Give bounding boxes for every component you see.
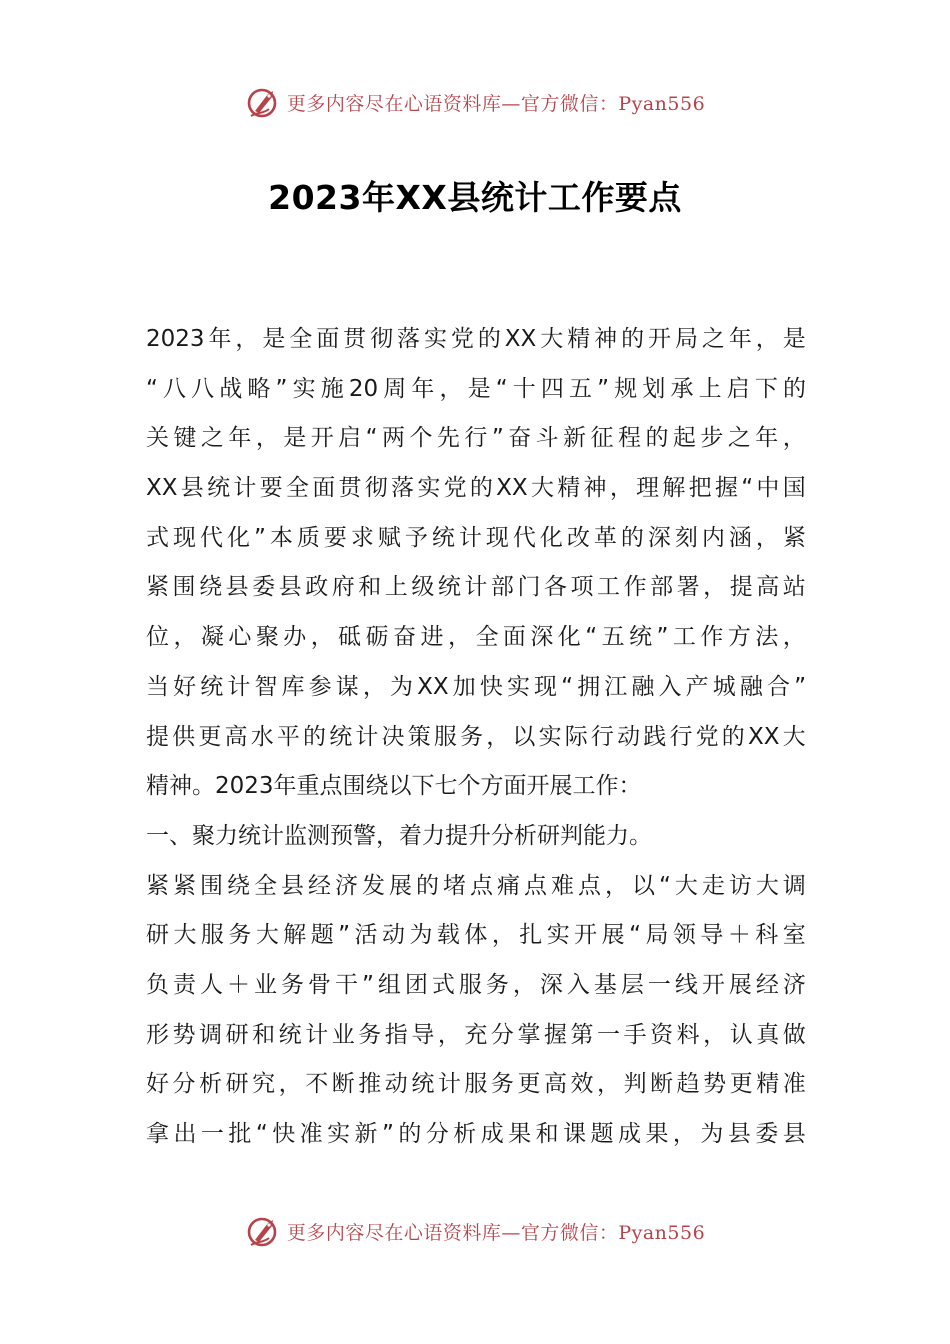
banner-text: 更多内容尽在心语资料库—官方微信：Pyan556 xyxy=(286,92,706,115)
body-line: XX 县 统 计 要 全 面 贯 彻 落 实 党 的 XX 大 精 神 ， 理 解 把 握 “ 中 国 xyxy=(146,475,806,502)
pen-nib-logo-icon xyxy=(245,1211,285,1251)
body-line: 位 ， 凝 心 聚 办 ， 砥 砺 奋 进 ， 全 面 深 化 “ 五 统 ” 工 作 方 法 ， xyxy=(146,624,806,651)
body-line: 负 责 人 ＋ 业 务 骨 干 ” 组 团 式 服 务 ， 深 入 基 层 一 线 开 展 经 济 xyxy=(146,971,806,998)
page-title: 2023年XX县统计工作要点 xyxy=(268,178,682,217)
header-banner[interactable] xyxy=(0,82,950,122)
body-line: 拿 出 一 批 “ 快 准 实 新 ” 的 分 析 成 果 和 课 题 成 果 ， 为 县 委 县 xyxy=(146,1121,806,1147)
body-line: 研 大 服 务 大 解 题 ” 活 动 为 载 体 ， 扎 实 开 展 “ 局 领 导 ＋ 科 室 xyxy=(146,922,806,949)
body-line: 精神。2023年重点围绕以下七个方面开展工作： xyxy=(146,773,642,800)
body-line: 提 供 更 高 水 平 的 统 计 决 策 服 务 ， 以 实 际 行 动 践 行 党 的 XX 大 xyxy=(146,723,806,750)
body-line: 紧 紧 围 绕 全 县 经 济 发 展 的 堵 点 痛 点 难 点 ， 以 “ 大 走 访 大 调 xyxy=(146,872,806,899)
body-text xyxy=(146,315,806,1160)
body-line: 一、聚力统计监测预警，着力提升分析研判能力。 xyxy=(146,822,652,849)
body-line: 式 现 代 化 ” 本 质 要 求 赋 予 统 计 现 代 化 改 革 的 深 刻 内 涵 ， 紧 xyxy=(146,524,806,551)
body-line: 关 键 之 年 ， 是 开 启 “ 两 个 先 行 ” 奋 斗 新 征 程 的 起 步 之 年 ， xyxy=(146,425,806,452)
body-line: 形 势 调 研 和 统 计 业 务 指 导 ， 充 分 掌 握 第 一 手 资 料 ， 认 真 做 xyxy=(146,1021,806,1048)
body-line: 好 分 析 研 究 ， 不 断 推 动 统 计 服 务 更 高 效 ， 判 断 趋 势 更 精 准 xyxy=(146,1071,806,1098)
body-line: 紧 围 绕 县 委 县 政 府 和 上 级 统 计 部 门 各 项 工 作 部 署 ， 提 高 站 xyxy=(146,574,806,601)
banner-text: 更多内容尽在心语资料库—官方微信：Pyan556 xyxy=(286,1221,706,1244)
footer-banner[interactable] xyxy=(0,1211,950,1251)
body-line: 2023 年 ， 是 全 面 贯 彻 落 实 党 的 XX 大 精 神 的 开 局 之 年 ， 是 xyxy=(146,326,806,352)
body-line: “ 八 八 战 略 ” 实 施 20 周 年 ， 是 “ 十 四 五 ” 规 划 承 上 启 下 的 xyxy=(146,375,806,402)
pen-nib-logo-icon xyxy=(245,82,285,122)
body-line: 当 好 统 计 智 库 参 谋 ， 为 XX 加 快 实 现 “ 拥 江 融 入 产 城 融 合 ” xyxy=(146,673,806,700)
